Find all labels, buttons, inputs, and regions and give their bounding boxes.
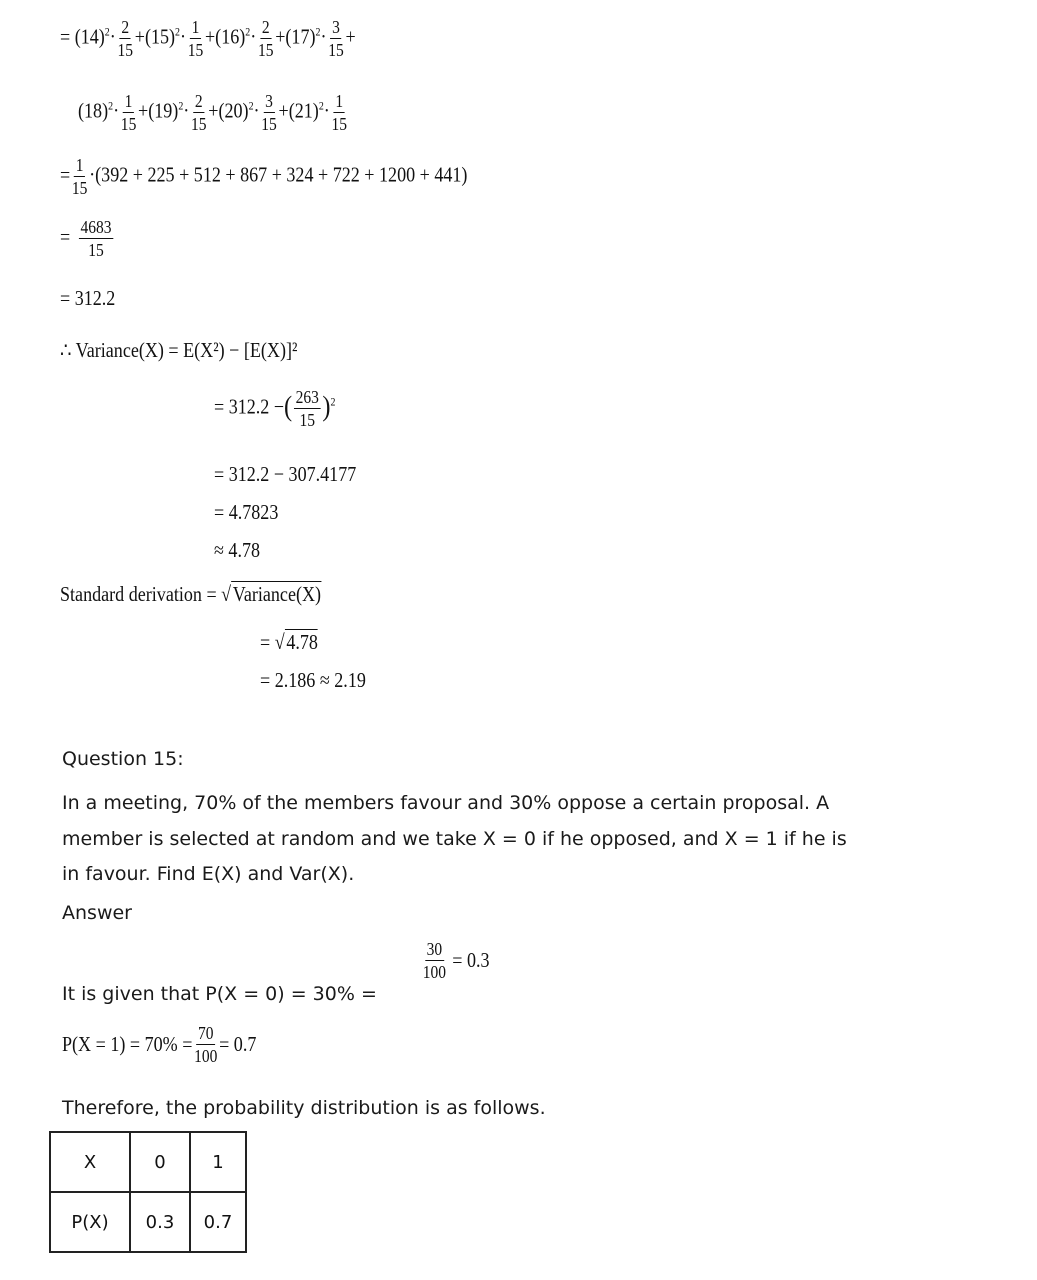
stddev-step-2: = 2.186 ≈ 2.19: [260, 668, 366, 692]
fraction: $\frac{1}{15}$: [187, 17, 204, 61]
fraction: $\frac{263}{15}$: [295, 387, 319, 431]
table-cell: 0.7: [190, 1192, 246, 1252]
table-cell: X: [50, 1132, 130, 1192]
table-row: [50, 1132, 246, 1192]
table-cell: P(X): [50, 1192, 130, 1252]
table-cell: 1: [190, 1132, 246, 1192]
fraction: $\frac{2}{15}$: [117, 17, 134, 61]
stddev-line: Standard derivation = √Variance(X): [60, 582, 322, 606]
fraction: $\frac{3}{15}$: [328, 17, 344, 61]
question-line-3: in favour. Find E(X) and Var(X).: [62, 863, 355, 885]
question-title: Question 15:: [62, 748, 184, 770]
fraction: $\frac{1}{15}$: [331, 91, 348, 135]
fraction: $\frac{2}{15}$: [191, 91, 207, 135]
p0-fraction: $\frac{30}{100}$ = 0.3: [422, 939, 490, 983]
variance-step-1: = 312.2 −( $\frac{263}{15}$ )$^2$: [214, 387, 336, 431]
table-cell: 0: [130, 1132, 190, 1192]
equation-line-5: = 312.2: [60, 286, 116, 310]
answer-label: Answer: [62, 902, 132, 924]
table-row: [50, 1192, 246, 1252]
question-line-1: In a meeting, 70% of the members favour and 30% oppose a certain proposal. A: [62, 792, 830, 814]
fraction: $\frac{4683}{15}$: [80, 217, 112, 261]
table-cell: 0.3: [130, 1192, 190, 1252]
fraction: $\frac{30}{100}$: [422, 939, 447, 983]
p0-text: It is given that P(X = 0) = 30% =: [62, 983, 377, 1005]
distribution-text: Therefore, the probability distribution is as follows.: [62, 1097, 546, 1119]
variance-step-4: ≈ 4.78: [214, 538, 261, 562]
question-line-2: member is selected at random and we take X = 0 if he opposed, and X = 1 if he is: [62, 828, 847, 850]
variance-heading: ∴ Variance(X) = E(X²) − [E(X)]²: [60, 338, 298, 362]
variance-step-3: = 4.7823: [214, 500, 279, 524]
variance-step-2: = 312.2 − 307.4177: [214, 462, 357, 486]
equation-line-2: $(18)^2\cdot$ $\frac{1}{15}$ $+(19)^2\cdot$ $\frac{2}{15}$ $+(20)^2\cdot$ $\frac{3}{15}$ $+(21)^2\cdot$ $\frac{1}{15}$: [78, 91, 348, 135]
stddev-step-1: = √4.78: [260, 630, 318, 654]
fraction: $\frac{2}{15}$: [257, 17, 274, 61]
equation-line-4: = $\frac{4683}{15}$: [60, 217, 112, 261]
fraction: $\frac{1}{15}$: [120, 91, 137, 135]
equation-line-1: = $(14)^2\cdot$ $\frac{2}{15}$ $+(15)^2\cdot$ $\frac{1}{15}$ $+(16)^2\cdot$ $\frac{2}{15}$ $+(17)^2\cdot$ $\frac{3}{15}$ +: [60, 17, 356, 61]
fraction: $\frac{70}{100}$: [194, 1023, 218, 1067]
probability-distribution-table: [49, 1131, 247, 1253]
p1-line: P(X = 1) = 70% = $\frac{70}{100}$ = 0.7: [62, 1023, 257, 1067]
fraction: $\frac{3}{15}$: [261, 91, 277, 135]
fraction: $\frac{1}{15}$: [71, 155, 88, 199]
equation-line-3: = $\frac{1}{15}$ ·(392 + 225 + 512 + 867 + 324 + 722 + 1200 + 441): [60, 155, 468, 199]
